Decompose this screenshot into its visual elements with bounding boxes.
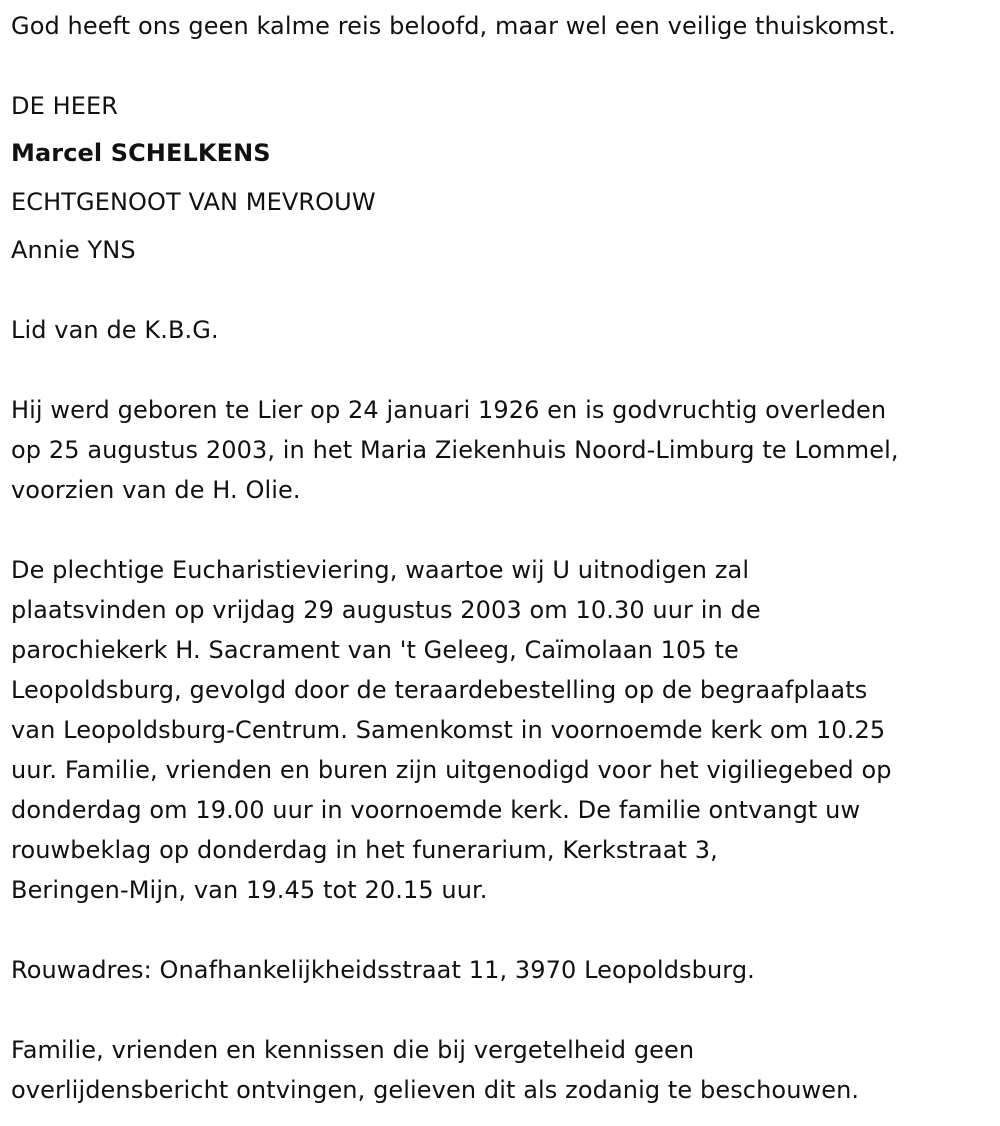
birth-death-paragraph: [11, 390, 986, 510]
birth-death-line: op 25 augustus 2003, in het Maria Ziekenhuis Noord-Limburg te Lommel,: [11, 436, 899, 464]
ceremony-line: uur. Familie, vrienden en buren zijn uitgenodigd voor het vigiliegebed op: [11, 756, 892, 784]
title-prefix: DE HEER: [11, 92, 119, 120]
spouse-name: Annie YNS: [11, 236, 136, 264]
closing-line: overlijdensbericht ontvingen, gelieven dit als zodanig te beschouwen.: [11, 1076, 860, 1104]
ceremony-line: Leopoldsburg, gevolgd door de teraardebestelling op de begraafplaats: [11, 676, 868, 704]
deceased-name: Marcel SCHELKENS: [11, 139, 271, 167]
membership: Lid van de K.B.G.: [11, 316, 219, 344]
ceremony-line: De plechtige Eucharistieviering, waartoe wij U uitnodigen zal: [11, 556, 750, 584]
closing-paragraph: [11, 1030, 986, 1110]
ceremony-paragraph: [11, 550, 986, 910]
motto: God heeft ons geen kalme reis beloofd, maar wel een veilige thuiskomst.: [11, 12, 896, 40]
ceremony-line: Beringen-Mijn, van 19.45 tot 20.15 uur.: [11, 876, 488, 904]
ceremony-line: donderdag om 19.00 uur in voornoemde kerk. De familie ontvangt uw: [11, 796, 861, 824]
ceremony-line: rouwbeklag op donderdag in het funerarium, Kerkstraat 3,: [11, 836, 718, 864]
closing-line: Familie, vrienden en kennissen die bij vergetelheid geen: [11, 1036, 695, 1064]
mourning-address: Rouwadres: Onafhankelijkheidsstraat 11, 3970 Leopoldsburg.: [11, 956, 755, 984]
ceremony-line: van Leopoldsburg-Centrum. Samenkomst in voornoemde kerk om 10.25: [11, 716, 886, 744]
ceremony-line: plaatsvinden op vrijdag 29 augustus 2003 om 10.30 uur in de: [11, 596, 761, 624]
ceremony-line: parochiekerk H. Sacrament van 't Geleeg, Caïmolaan 105 te: [11, 636, 739, 664]
spouse-prefix: ECHTGENOOT VAN MEVROUW: [11, 188, 376, 216]
birth-death-line: Hij werd geboren te Lier op 24 januari 1926 en is godvruchtig overleden: [11, 396, 887, 424]
birth-death-line: voorzien van de H. Olie.: [11, 476, 301, 504]
